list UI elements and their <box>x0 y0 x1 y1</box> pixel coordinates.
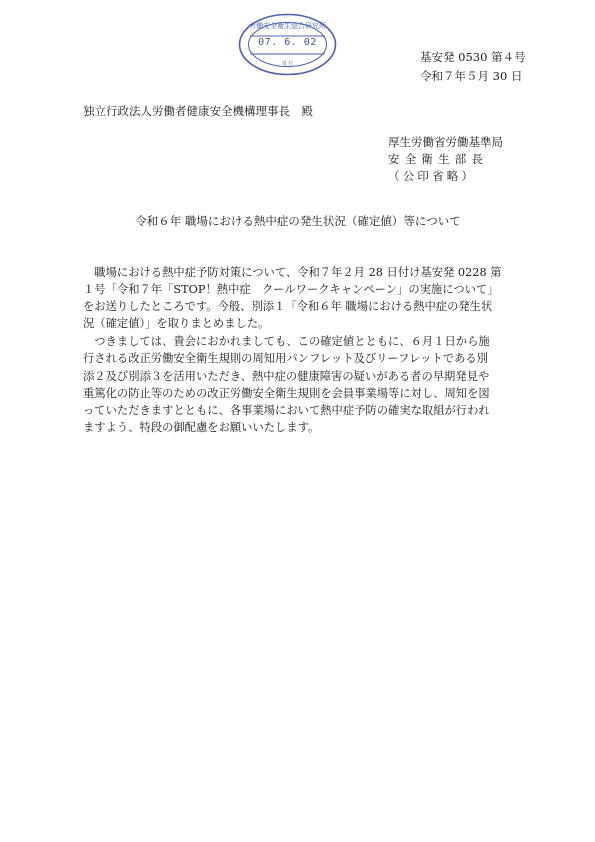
received-stamp <box>237 12 338 77</box>
body-line: をお送りしたところです。今般、別添１「令和６年 職場における熱中症の発生状 <box>83 300 493 314</box>
body-line: 職場における熱中症予防対策について、令和７年２月 28 日付け基安発 0228 第 <box>83 266 502 279</box>
sender-block <box>388 134 503 185</box>
document-body <box>83 264 523 436</box>
body-line: 添２及び別添３を活用いただき、熱中症の健康障害の疑いがある者の早期発見や <box>83 369 490 383</box>
body-line: １号「令和７年「STOP！熱中症 クールワークキャンペーン」の実施について」 <box>83 283 499 297</box>
document-number: 基安発 0530 第４号 <box>420 50 526 64</box>
body-line: ますよう、特段の御配慮をお願いいたします。 <box>83 420 320 434</box>
body-line: つきましては、貴会におかれましても、この確定値とともに、６月１日から施 <box>83 335 490 349</box>
body-line: 行される改正労働安全衛生規則の周知用パンフレット及びリーフレットである別 <box>83 352 488 366</box>
body-paragraph-2 <box>83 333 523 436</box>
document-title: 令和６年 職場における熱中症の発生状況（確定値）等について <box>135 214 461 228</box>
body-line: っていただきますとともに、各事業場において熱中症予防の確実な取組が行われ <box>83 403 490 417</box>
stamp-date: 07. 6. 02 <box>258 37 317 48</box>
body-line: 重篤化の防止等のための改正労働安全衛生規則を会員事業場等に対し、周知を図 <box>83 386 490 400</box>
document-number-block <box>420 48 526 86</box>
body-line: 況（確定値）」を取りまとめました。 <box>83 317 270 331</box>
body-paragraph-1 <box>83 264 523 332</box>
svg-text:労働安全衛生総合研究所: 労働安全衛生総合研究所 <box>249 22 326 30</box>
seal-omitted-note: （公印省略） <box>388 169 477 183</box>
addressee: 独立行政法人労働者健康安全機構理事長 殿 <box>83 104 313 118</box>
sender-department: 安全衛生部長 <box>388 152 489 166</box>
sender-ministry: 厚生労働省労働基準局 <box>388 135 503 149</box>
document-date: 令和７年５月 30 日 <box>420 69 523 83</box>
svg-text:受 付: 受 付 <box>281 61 294 67</box>
